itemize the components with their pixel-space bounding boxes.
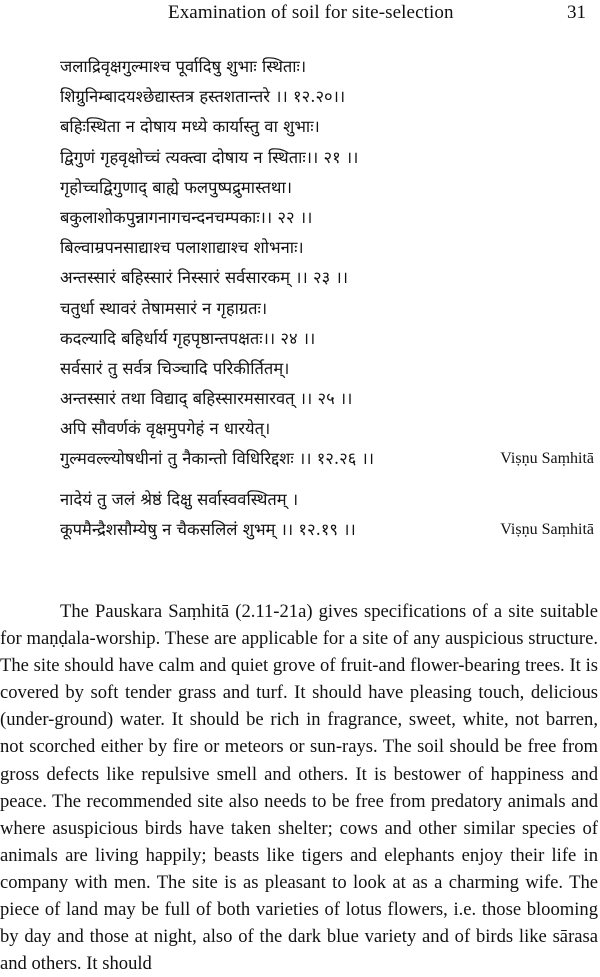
verse-attribution: Viṣṇu Saṃhitā <box>500 450 594 468</box>
verse-text: बकुलाशोकपुन्नागनागचन्दनचम्पकाः।। २२ ।। <box>60 207 313 227</box>
verse-line <box>60 233 600 263</box>
verse-text: बहिःस्थिता न दोषाय मध्ये कार्यास्तु वा शुभाः। <box>60 117 320 137</box>
page-number: 31 <box>567 2 586 23</box>
verse-text: बिल्वाम्रपनसाद्याश्च पलाशाद्याश्च शोभनाः। <box>60 238 304 258</box>
verse-line <box>60 173 600 203</box>
verse-line <box>60 485 600 515</box>
verse-text: कदल्यादि बहिर्धार्य गृहपृष्ठान्तपक्षतः।। २४ ।। <box>60 328 316 348</box>
verse-line <box>60 112 600 142</box>
verse-text: गुल्मवल्ल्योषधीनां तु नैकान्तो विधिरिद्दशः ।। १२.२६ ।। <box>60 449 375 469</box>
body-paragraph <box>0 598 598 977</box>
paragraph-text: The Pauskara Saṃhitā (2.11-21a) gives specifications of a site suitable for maṇḍala-worship. These are applicable for a site of any auspicious structure. The site should have calm and quiet grove of fruit-and flower-bearing trees. It is covered by soft tender grass and turf. It should have pleasing touch, delicious (under-ground) water. It should be rich in fragrance, sweet, white, not barren, not scorched either by fire or meteors or sun-rays. The soil should be free from gross defects like repulsive smell and others. It is bestower of happiness and peace. The recommended site also needs to be free from predatory animals and where asuspicious birds have taken shelter; cows and other similar species of animals are living happily; beasts like tigers and elephants enjoy their life in company with men. The site is as pleasant to look at as a charming wife. The piece of land may be full of both varieties of lotus flowers, i.e. those blooming by day and those at night, also of the dark blue variety and of birds like sārasa and others. It should <box>0 601 598 975</box>
sanskrit-verses <box>60 52 600 545</box>
verse-text: अन्तस्सारं तथा विद्याद् बहिस्सारमसारवत् ।। २५ ।। <box>60 389 353 409</box>
verse-line <box>60 384 600 414</box>
verse-line <box>60 82 600 112</box>
verse-line <box>60 143 600 173</box>
verse-line <box>60 354 600 384</box>
verse-line <box>60 414 600 444</box>
verse-text: अन्तस्सारं बहिस्सारं निस्सारं सर्वसारकम् ।। २३ ।। <box>60 268 348 288</box>
verse-line <box>60 52 600 82</box>
verse-text: द्विगुणं गृहवृक्षोच्चं त्यक्त्वा दोषाय न स्थिताः।। २१ ।। <box>60 147 359 167</box>
verse-gap <box>60 475 600 485</box>
verse-text: अपि सौवर्णकं वृक्षमुपगेहं न धारयेत्। <box>60 419 271 439</box>
verse-line <box>60 515 600 545</box>
verse-line <box>60 263 600 293</box>
verse-line <box>60 294 600 324</box>
verse-text: शिग्रुनिम्बादयश्छेद्यास्तत्र हस्तशतान्तरे ।। १२.२०।। <box>60 87 346 107</box>
running-header-title: Examination of soil for site-selection <box>168 2 454 23</box>
verse-line <box>60 444 600 474</box>
verse-text: जलाद्रिवृक्षगुल्माश्च पूर्वादिषु शुभाः स्थिताः। <box>60 57 307 76</box>
verse-text: चतुर्धा स्थावरं तेषामसारं न गृहाग्रतः। <box>60 298 268 318</box>
verse-text: नादेयं तु जलं श्रेष्ठं दिक्षु सर्वास्ववस्थितम् । <box>60 489 299 509</box>
verse-text: सर्वसारं तु सर्वत्र चिञ्चादि परिकीर्तितम्। <box>60 358 290 378</box>
running-header <box>0 0 600 28</box>
verse-line <box>60 203 600 233</box>
verse-line <box>60 324 600 354</box>
verse-text: गृहोच्चद्विगुणाद् बाह्ये फलपुष्पद्रुमास्तथा। <box>60 177 292 197</box>
verse-text: कूपमैन्द्रैशसौम्येषु न चैकसलिलं शुभम् ।। १२.१९ ।। <box>60 519 356 539</box>
verse-attribution: Viṣṇu Saṃhitā <box>500 520 594 538</box>
